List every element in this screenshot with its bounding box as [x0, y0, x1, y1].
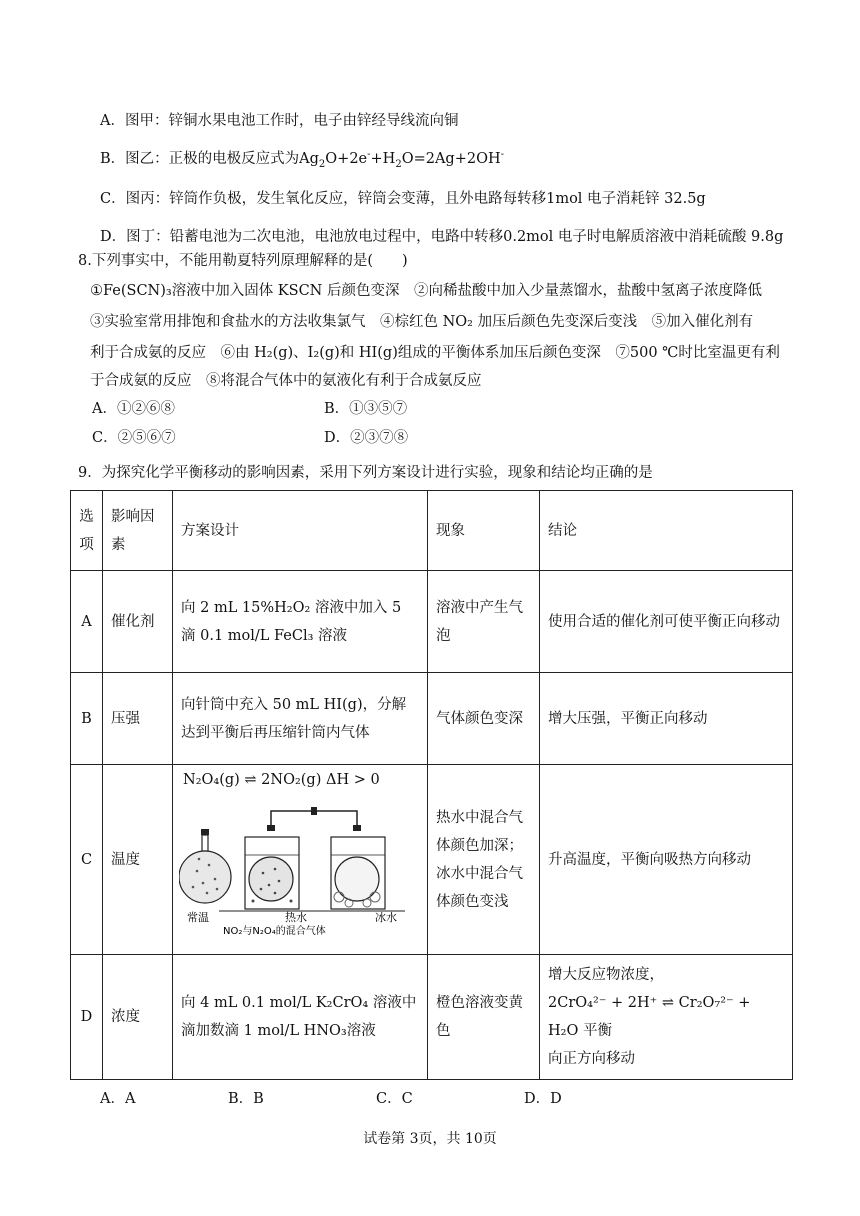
q9-table [70, 490, 793, 1080]
header-conclusion: 结论 [540, 491, 793, 571]
row-c-design [173, 765, 428, 955]
q7-b-part1: B．图乙：正极的电极反应式为Ag [100, 151, 319, 167]
apparatus-diagram [179, 797, 419, 937]
q8-body-line3: 利于合成氨的反应 ⑥由 H₂(g)、I₂(g)和 HI(g)组成的平衡体系加压后颜色变深 ⑦500 ℃时比室温更有利 [90, 345, 780, 361]
row-d-conclusion-line3: 向正方向移动 [548, 1051, 635, 1067]
q9-choice-b: B．B [228, 1091, 264, 1107]
row-a-option: A [71, 571, 103, 673]
q7-b-part2: O+2e [325, 151, 368, 167]
q7-option-b: B．图乙：正极的电极反应式为$Ag_2O+2e^-+H_2O=2Ag+2OH^-$ [100, 149, 505, 170]
beaker-hot-water-icon [245, 825, 299, 909]
row-c-factor: 温度 [103, 765, 173, 955]
q9-choice-c: C．C [376, 1091, 413, 1107]
row-c-option: C [71, 765, 103, 955]
label-mixture: NO₂与N₂O₄的混合气体 [223, 926, 326, 937]
row-c-conclusion: 升高温度，平衡向吸热方向移动 [540, 765, 793, 955]
row-b-phenomenon: 气体颜色变深 [428, 673, 540, 765]
q9-row-d [71, 955, 793, 1080]
row-d-conclusion-line2: 2CrO₄²⁻ + 2H⁺ ⇌ Cr₂O₇²⁻ + H₂O 平衡 [548, 995, 751, 1039]
q9-row-a [71, 571, 793, 673]
q8-body-line1: ①Fe(SCN)₃溶液中加入固体 KSCN 后颜色变深 ②向稀盐酸中加入少量蒸馏水，盐酸中氢离子浓度降低 [90, 283, 762, 299]
header-phenomenon: 现象 [428, 491, 540, 571]
header-option: 选项 [71, 491, 103, 571]
page-footer: 试卷第 3页，共 10页 [363, 1131, 497, 1147]
row-b-design: 向针筒中充入 50 mL HI(g)，分解达到平衡后再压缩针筒内气体 [173, 673, 428, 765]
q7-option-d: D．图丁：铅蓄电池为二次电池，电池放电过程中，电路中转移0.2mol 电子时电解质溶液中消耗硫酸 9.8g [100, 229, 784, 245]
q9-choice-a: A．A [100, 1091, 136, 1107]
q8-option-b: B．①③⑤⑦ [324, 401, 408, 417]
row-d-conclusion [540, 955, 793, 1080]
row-a-factor: 催化剂 [103, 571, 173, 673]
label-ice-water: 冰水 [375, 911, 397, 924]
q8-body-line4: 于合成氨的反应 ⑧将混合气体中的氨液化有利于合成氨反应 [90, 373, 482, 389]
q7-option-c: C．图丙：锌筒作负极，发生氧化反应，锌筒会变薄，且外电路每转移1mol 电子消耗锌 32.5g [100, 191, 706, 207]
row-d-option: D [71, 955, 103, 1080]
header-factor: 影响因素 [103, 491, 173, 571]
row-c-phenomenon: 热水中混合气体颜色加深；冰水中混合气体颜色变浅 [428, 765, 540, 955]
clamp-icon [311, 807, 317, 815]
row-d-conclusion-line1: 增大反应物浓度， [548, 967, 664, 983]
row-d-phenomenon: 橙色溶液变黄色 [428, 955, 540, 1080]
q7-b-part3: +H [370, 151, 396, 167]
label-hot-water: 热水 [285, 911, 307, 924]
q7-b-part4: O=2Ag+2OH [401, 151, 501, 167]
row-a-phenomenon: 溶液中产生气泡 [428, 571, 540, 673]
q8-option-d: D．②③⑦⑧ [324, 430, 409, 446]
q9-row-b [71, 673, 793, 765]
row-b-factor: 压强 [103, 673, 173, 765]
row-c-equation: N₂O₄(g) ⇌ 2NO₂(g) ΔH > 0 [183, 772, 380, 788]
q9-stem: 9．为探究化学平衡移动的影响因素，采用下列方案设计进行实验，现象和结论均正确的是 [78, 465, 653, 481]
q8-body-line2: ③实验室常用排饱和食盐水的方法收集氯气 ④棕红色 NO₂ 加压后颜色先变深后变浅 ⑤加入催化剂有 [90, 314, 754, 330]
label-room-temp: 常温 [187, 911, 209, 924]
q9-choice-d: D．D [524, 1091, 562, 1107]
beaker-ice-water-icon [331, 825, 385, 909]
q8-stem: 8.下列事实中，不能用勒夏特列原理解释的是( ) [78, 253, 408, 269]
flask-room-temp-icon [179, 829, 231, 903]
row-b-option: B [71, 673, 103, 765]
header-design: 方案设计 [173, 491, 428, 571]
q7-option-a: A．图甲：锌铜水果电池工作时，电子由锌经导线流向铜 [100, 113, 459, 129]
q8-option-c: C．②⑤⑥⑦ [92, 430, 176, 446]
row-d-factor: 浓度 [103, 955, 173, 1080]
row-a-conclusion: 使用合适的催化剂可使平衡正向移动 [540, 571, 793, 673]
row-d-design: 向 4 mL 0.1 mol/L K₂CrO₄ 溶液中滴加数滴 1 mol/L HNO₃溶液 [173, 955, 428, 1080]
row-b-conclusion: 增大压强，平衡正向移动 [540, 673, 793, 765]
row-a-design: 向 2 mL 15%H₂O₂ 溶液中加入 5 滴 0.1 mol/L FeCl₃ 溶液 [173, 571, 428, 673]
q9-row-c [71, 765, 793, 955]
q8-option-a: A．①②⑥⑧ [92, 401, 175, 417]
q9-header-row [71, 491, 793, 571]
